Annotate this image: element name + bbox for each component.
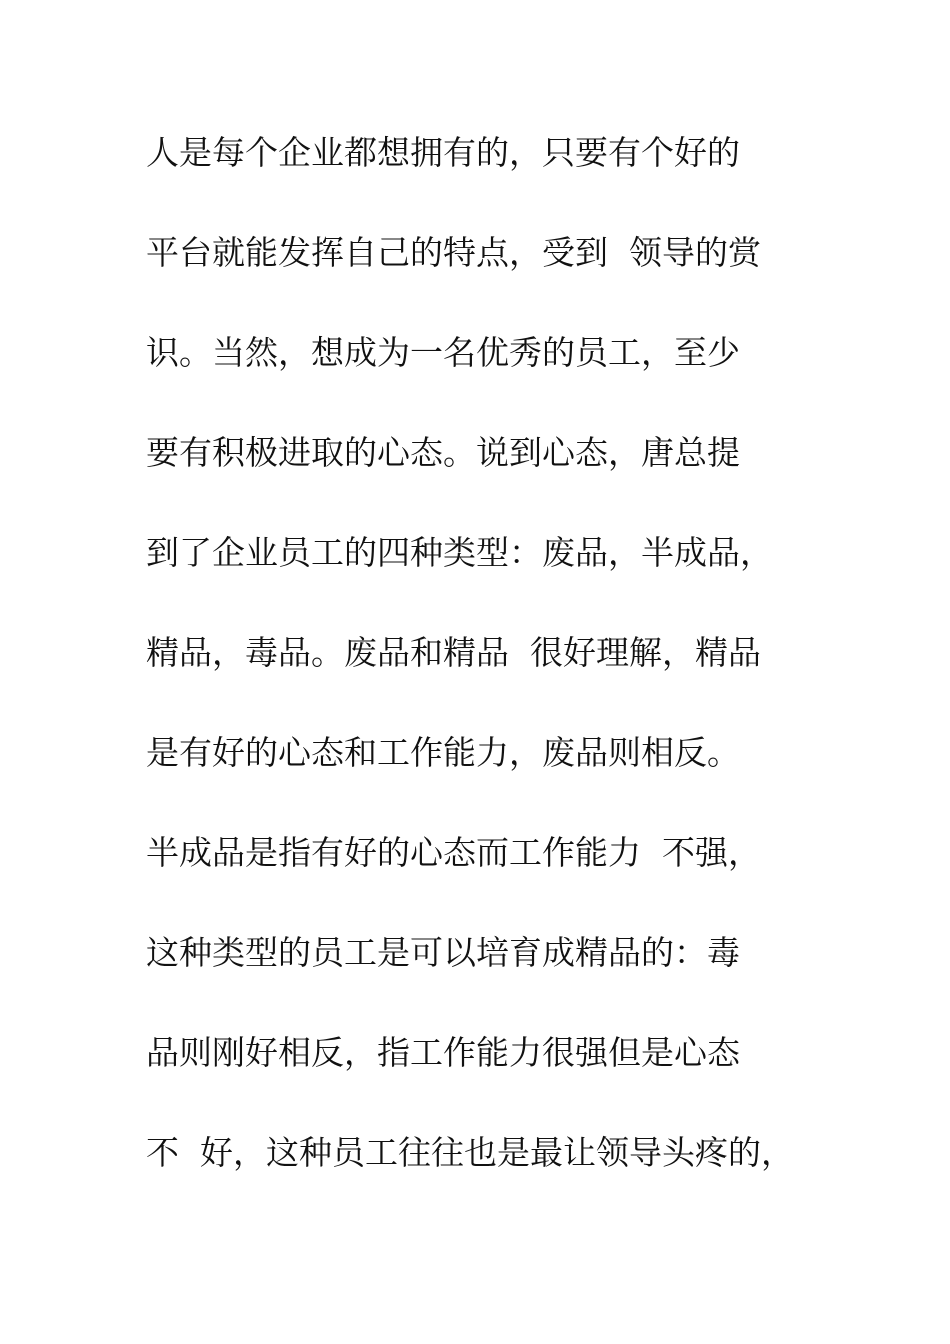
text-line: 识。当然，想成为一名优秀的员工，至少	[146, 333, 740, 372]
text-line: 到了企业员工的四种类型：废品，半成品，	[146, 533, 773, 572]
text-line: 要有积极进取的心态。说到心态，唐总提	[146, 433, 740, 472]
text-line: 这种类型的员工是可以培育成精品的：毒	[146, 933, 740, 972]
text-line: 人是每个企业都想拥有的，只要有个好的	[146, 133, 740, 172]
text-line: 是有好的心态和工作能力，废品则相反。	[146, 733, 740, 772]
text-line: 精品，毒品。废品和精品 很好理解，精品	[146, 633, 761, 672]
text-line: 平台就能发挥自己的特点，受到 领导的赏	[146, 233, 761, 272]
text-line: 半成品是指有好的心态而工作能力 不强，	[146, 833, 761, 872]
text-line: 品则刚好相反，指工作能力很强但是心态	[146, 1033, 740, 1072]
text-line: 不 好，这种员工往往也是最让领导头疼的，	[146, 1133, 794, 1172]
body-paragraph	[146, 130, 846, 1230]
